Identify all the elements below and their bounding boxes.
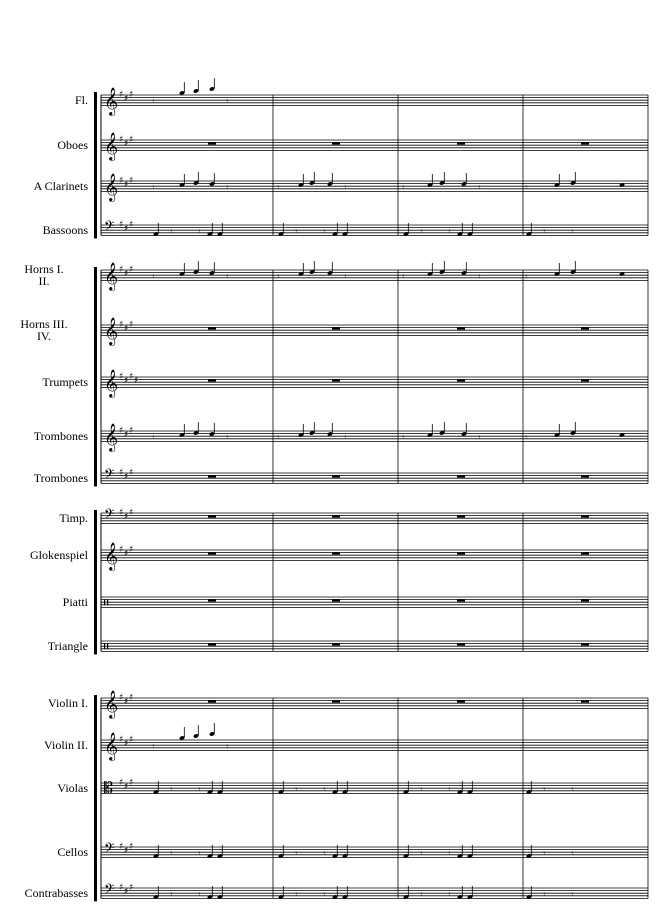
whole-rest-icon bbox=[581, 327, 589, 330]
whole-rest-icon bbox=[457, 142, 465, 145]
note bbox=[209, 78, 215, 92]
eighth-rest-icon: 𝄾 bbox=[571, 227, 574, 237]
eighth-rest-icon: 𝄾 bbox=[571, 890, 574, 900]
sharp-icon: ♯ bbox=[119, 693, 124, 703]
eighth-rest-icon: 𝄾 bbox=[543, 227, 546, 237]
instrument-label-a-clarinets: A Clarinets bbox=[33, 179, 88, 194]
note bbox=[461, 423, 467, 437]
note bbox=[193, 172, 199, 186]
sharp-icon: ♯ bbox=[124, 697, 129, 707]
sharp-icon: ♯ bbox=[119, 545, 124, 555]
eighth-rest-icon: 𝄾 bbox=[295, 785, 298, 795]
bass-clef-icon: 𝄢 bbox=[104, 218, 115, 238]
whole-rest-icon bbox=[581, 552, 589, 555]
whole-rest-icon bbox=[208, 475, 216, 478]
note bbox=[209, 173, 215, 187]
eighth-rest-icon: 𝄾 bbox=[420, 890, 423, 900]
whole-rest-icon bbox=[457, 327, 465, 330]
sharp-icon: ♯ bbox=[119, 735, 124, 745]
whole-rest-icon bbox=[208, 327, 216, 330]
instrument-label-violin-2: Violin II. bbox=[44, 738, 88, 753]
whole-rest-icon bbox=[208, 599, 216, 602]
note bbox=[327, 173, 333, 187]
treble-clef-icon: 𝄞 bbox=[104, 317, 119, 346]
instrument-label-bassoons: Bassoons bbox=[42, 223, 88, 238]
whole-rest-icon bbox=[332, 643, 340, 646]
instrument-label-trombones-treble: Trombones bbox=[33, 429, 88, 444]
staff-glockenspiel bbox=[101, 542, 648, 571]
instrument-label-contrabasses: Contrabasses bbox=[24, 886, 88, 901]
eighth-rest-icon: 𝄾 bbox=[323, 227, 326, 237]
staff-trombones-bass bbox=[101, 466, 648, 485]
instrument-label-horns-1-2: Horns I. II. bbox=[24, 262, 64, 289]
sharp-icon: ♯ bbox=[119, 468, 124, 478]
sharp-icon: ♯ bbox=[119, 842, 124, 852]
note bbox=[209, 723, 215, 737]
staff-violas bbox=[101, 778, 648, 797]
whole-rest-icon bbox=[581, 643, 589, 646]
eighth-rest-icon: 𝄾 bbox=[571, 849, 574, 859]
eighth-rest-icon: 𝄾 bbox=[152, 97, 155, 107]
note bbox=[309, 422, 315, 436]
sharp-icon: ♯ bbox=[129, 778, 134, 788]
staff-triangle bbox=[101, 641, 648, 651]
system-group-0 bbox=[94, 92, 648, 238]
note bbox=[570, 261, 576, 275]
sharp-icon: ♯ bbox=[129, 90, 134, 100]
whole-rest-icon bbox=[457, 700, 465, 703]
sharp-icon: ♯ bbox=[119, 778, 124, 788]
sharp-icon: ♯ bbox=[124, 472, 129, 482]
sharp-icon: ♯ bbox=[124, 739, 129, 749]
note bbox=[193, 80, 199, 94]
group-bracket bbox=[94, 267, 97, 486]
whole-rest-icon bbox=[457, 552, 465, 555]
instrument-label-oboes: Oboes bbox=[57, 138, 88, 153]
eighth-rest-icon: 𝄾 bbox=[277, 433, 280, 443]
whole-rest-icon bbox=[457, 379, 465, 382]
treble-clef-icon: 𝄞 bbox=[104, 262, 119, 291]
sharp-icon: ♯ bbox=[129, 426, 134, 436]
treble-clef-icon: 𝄞 bbox=[104, 173, 119, 202]
staff-timpani bbox=[101, 506, 648, 525]
sharp-icon: ♯ bbox=[124, 782, 129, 792]
eighth-rest-icon: 𝄾 bbox=[420, 849, 423, 859]
eighth-rest-icon: 𝄾 bbox=[402, 433, 405, 443]
note bbox=[570, 422, 576, 436]
staff-trombones-treble bbox=[101, 423, 648, 452]
eighth-rest-icon: 𝄾 bbox=[277, 272, 280, 282]
whole-rest-icon bbox=[457, 515, 465, 518]
bass-clef-icon: 𝄢 bbox=[104, 840, 115, 860]
eighth-rest-icon: 𝄾 bbox=[170, 227, 173, 237]
eighth-rest-icon: 𝄾 bbox=[525, 183, 528, 193]
percussion-clef-icon bbox=[104, 643, 105, 649]
eighth-rest-icon: 𝄾 bbox=[226, 272, 229, 282]
staff-cellos bbox=[101, 840, 648, 859]
instrument-label-triangle: Triangle bbox=[47, 639, 88, 654]
eighth-rest-icon: 𝄾 bbox=[525, 433, 528, 443]
eighth-rest-icon: 𝄾 bbox=[198, 785, 201, 795]
staff-trumpets bbox=[101, 369, 648, 398]
sharp-icon: ♯ bbox=[124, 94, 129, 104]
staff-oboes bbox=[101, 132, 648, 161]
sharp-icon: ♯ bbox=[129, 545, 134, 555]
sharp-icon: ♯ bbox=[119, 508, 124, 518]
eighth-rest-icon: 𝄾 bbox=[420, 227, 423, 237]
note bbox=[179, 727, 185, 741]
eighth-rest-icon: 𝄾 bbox=[226, 97, 229, 107]
note bbox=[209, 423, 215, 437]
treble-clef-icon: 𝄞 bbox=[104, 423, 119, 452]
sharp-icon: ♯ bbox=[124, 549, 129, 559]
whole-rest-icon bbox=[581, 599, 589, 602]
sharp-icon: ♯ bbox=[129, 372, 134, 382]
eighth-rest-icon: 𝄾 bbox=[344, 272, 347, 282]
eighth-rest-icon: 𝄾 bbox=[152, 742, 155, 752]
eighth-rest-icon: 𝄾 bbox=[344, 433, 347, 443]
system-group-2 bbox=[94, 510, 648, 654]
eighth-rest-icon: 𝄾 bbox=[226, 742, 229, 752]
eighth-rest-icon: 𝄾 bbox=[525, 272, 528, 282]
eighth-rest-icon: 𝄾 bbox=[170, 849, 173, 859]
whole-rest-icon bbox=[457, 475, 465, 478]
eighth-rest-icon: 𝄾 bbox=[448, 227, 451, 237]
whole-rest-icon bbox=[457, 643, 465, 646]
whole-rest-icon bbox=[332, 552, 340, 555]
alto-clef-icon: 𝄡 bbox=[104, 778, 113, 798]
staff-violin-1 bbox=[101, 690, 648, 719]
note bbox=[439, 261, 445, 275]
eighth-rest-icon: 𝄾 bbox=[344, 183, 347, 193]
eighth-rest-icon: 𝄾 bbox=[152, 272, 155, 282]
note bbox=[461, 262, 467, 276]
note bbox=[327, 262, 333, 276]
note bbox=[439, 172, 445, 186]
whole-rest-icon bbox=[208, 379, 216, 382]
group-bracket bbox=[94, 695, 97, 901]
eighth-rest-icon: 𝄾 bbox=[478, 183, 481, 193]
eighth-rest-icon: 𝄾 bbox=[323, 785, 326, 795]
note bbox=[619, 182, 625, 187]
instrument-label-violas: Violas bbox=[57, 781, 88, 796]
group-bracket bbox=[94, 92, 97, 238]
treble-clef-icon: 𝄞 bbox=[104, 690, 119, 719]
sharp-icon: ♯ bbox=[124, 324, 129, 334]
sharp-icon: ♯ bbox=[129, 220, 134, 230]
note bbox=[570, 172, 576, 186]
sharp-icon: ♯ bbox=[124, 269, 129, 279]
sharp-icon: ♯ bbox=[124, 224, 129, 234]
eighth-rest-icon: 𝄾 bbox=[448, 785, 451, 795]
instrument-label-horns-3-4: Horns III. IV. bbox=[20, 317, 68, 344]
staff-bassoons bbox=[101, 218, 648, 237]
eighth-rest-icon: 𝄾 bbox=[543, 890, 546, 900]
instrument-label-glockenspiel: Glokenspiel bbox=[30, 548, 88, 563]
sharp-icon: ♯ bbox=[119, 135, 124, 145]
eighth-rest-icon: 𝄾 bbox=[295, 890, 298, 900]
sharp-icon: ♯ bbox=[129, 176, 134, 186]
instrument-label-flute: Fl. bbox=[74, 93, 88, 108]
eighth-rest-icon: 𝄾 bbox=[323, 849, 326, 859]
bass-clef-icon: 𝄢 bbox=[104, 506, 115, 526]
whole-rest-icon bbox=[332, 142, 340, 145]
whole-rest-icon bbox=[581, 142, 589, 145]
eighth-rest-icon: 𝄾 bbox=[402, 272, 405, 282]
sharp-icon: ♯ bbox=[124, 376, 129, 386]
sharp-icon: ♯ bbox=[119, 426, 124, 436]
treble-clef-icon: 𝄞 bbox=[104, 369, 119, 398]
system-group-3 bbox=[94, 695, 648, 901]
note bbox=[193, 422, 199, 436]
sharp-icon: ♯ bbox=[124, 846, 129, 856]
bass-clef-icon: 𝄢 bbox=[104, 466, 115, 486]
sharp-icon: ♯ bbox=[129, 842, 134, 852]
whole-rest-icon bbox=[332, 515, 340, 518]
eighth-rest-icon: 𝄾 bbox=[277, 183, 280, 193]
eighth-rest-icon: 𝄾 bbox=[295, 227, 298, 237]
eighth-rest-icon: 𝄾 bbox=[478, 272, 481, 282]
eighth-rest-icon: 𝄾 bbox=[448, 849, 451, 859]
sharp-icon: ♯ bbox=[129, 265, 134, 275]
whole-rest-icon bbox=[208, 552, 216, 555]
whole-rest-icon bbox=[581, 700, 589, 703]
sharp-icon: ♯ bbox=[124, 139, 129, 149]
eighth-rest-icon: 𝄾 bbox=[198, 890, 201, 900]
eighth-rest-icon: 𝄾 bbox=[152, 433, 155, 443]
sharp-icon: ♯ bbox=[124, 887, 129, 897]
whole-rest-icon bbox=[581, 379, 589, 382]
whole-rest-icon bbox=[332, 327, 340, 330]
eighth-rest-icon: 𝄾 bbox=[543, 849, 546, 859]
whole-rest-icon bbox=[208, 142, 216, 145]
whole-rest-icon bbox=[332, 379, 340, 382]
treble-clef-icon: 𝄞 bbox=[104, 132, 119, 161]
whole-rest-icon bbox=[581, 475, 589, 478]
sharp-icon: ♯ bbox=[119, 176, 124, 186]
sharp-icon: ♯ bbox=[119, 265, 124, 275]
sharp-icon: ♯ bbox=[129, 883, 134, 893]
instrument-label-cellos: Cellos bbox=[57, 845, 88, 860]
eighth-rest-icon: 𝄾 bbox=[170, 890, 173, 900]
note bbox=[309, 172, 315, 186]
instrument-label-trombones-bass: Trombones bbox=[33, 471, 88, 486]
note bbox=[461, 173, 467, 187]
whole-rest-icon bbox=[208, 643, 216, 646]
note bbox=[193, 261, 199, 275]
eighth-rest-icon: 𝄾 bbox=[402, 183, 405, 193]
staff-horns-3-4 bbox=[101, 317, 648, 346]
eighth-rest-icon: 𝄾 bbox=[226, 433, 229, 443]
percussion-clef-icon bbox=[104, 599, 105, 605]
sharp-icon: ♯ bbox=[129, 508, 134, 518]
instrument-label-violin-1: Violin I. bbox=[48, 696, 88, 711]
whole-rest-icon bbox=[208, 700, 216, 703]
whole-rest-icon bbox=[332, 599, 340, 602]
note bbox=[179, 82, 185, 96]
sharp-icon: ♯ bbox=[134, 376, 139, 386]
sharp-icon: ♯ bbox=[129, 320, 134, 330]
whole-rest-icon bbox=[332, 700, 340, 703]
sharp-icon: ♯ bbox=[119, 90, 124, 100]
instrument-label-piatti: Piatti bbox=[62, 595, 88, 610]
staff-contrabasses bbox=[101, 881, 648, 900]
sharp-icon: ♯ bbox=[124, 180, 129, 190]
note bbox=[327, 423, 333, 437]
whole-rest-icon bbox=[581, 515, 589, 518]
whole-rest-icon bbox=[457, 599, 465, 602]
bass-clef-icon: 𝄢 bbox=[104, 881, 115, 901]
eighth-rest-icon: 𝄾 bbox=[295, 849, 298, 859]
eighth-rest-icon: 𝄾 bbox=[420, 785, 423, 795]
sharp-icon: ♯ bbox=[129, 735, 134, 745]
sharp-icon: ♯ bbox=[119, 372, 124, 382]
instrument-label-trumpets: Trumpets bbox=[42, 375, 88, 390]
note bbox=[439, 422, 445, 436]
sharp-icon: ♯ bbox=[119, 320, 124, 330]
eighth-rest-icon: 𝄾 bbox=[323, 890, 326, 900]
instrument-label-timpani: Timp. bbox=[59, 511, 88, 526]
eighth-rest-icon: 𝄾 bbox=[198, 849, 201, 859]
note bbox=[309, 261, 315, 275]
treble-clef-icon: 𝄞 bbox=[104, 732, 119, 761]
note bbox=[209, 262, 215, 276]
eighth-rest-icon: 𝄾 bbox=[226, 183, 229, 193]
sharp-icon: ♯ bbox=[119, 883, 124, 893]
eighth-rest-icon: 𝄾 bbox=[478, 433, 481, 443]
sharp-icon: ♯ bbox=[119, 220, 124, 230]
note bbox=[619, 271, 625, 276]
group-bracket bbox=[94, 510, 97, 654]
sharp-icon: ♯ bbox=[129, 135, 134, 145]
sharp-icon: ♯ bbox=[124, 512, 129, 522]
staff-a-clarinets bbox=[101, 173, 648, 202]
eighth-rest-icon: 𝄾 bbox=[198, 227, 201, 237]
sharp-icon: ♯ bbox=[129, 468, 134, 478]
whole-rest-icon bbox=[332, 475, 340, 478]
note bbox=[193, 725, 199, 739]
sharp-icon: ♯ bbox=[124, 430, 129, 440]
sharp-icon: ♯ bbox=[129, 693, 134, 703]
note bbox=[619, 432, 625, 437]
eighth-rest-icon: 𝄾 bbox=[571, 785, 574, 795]
eighth-rest-icon: 𝄾 bbox=[543, 785, 546, 795]
treble-clef-icon: 𝄞 bbox=[104, 542, 119, 571]
eighth-rest-icon: 𝄾 bbox=[448, 890, 451, 900]
eighth-rest-icon: 𝄾 bbox=[170, 785, 173, 795]
eighth-rest-icon: 𝄾 bbox=[152, 183, 155, 193]
staff-horns-1-2 bbox=[101, 262, 648, 291]
staff-piatti bbox=[101, 597, 648, 607]
whole-rest-icon bbox=[208, 515, 216, 518]
treble-clef-icon: 𝄞 bbox=[104, 87, 119, 116]
